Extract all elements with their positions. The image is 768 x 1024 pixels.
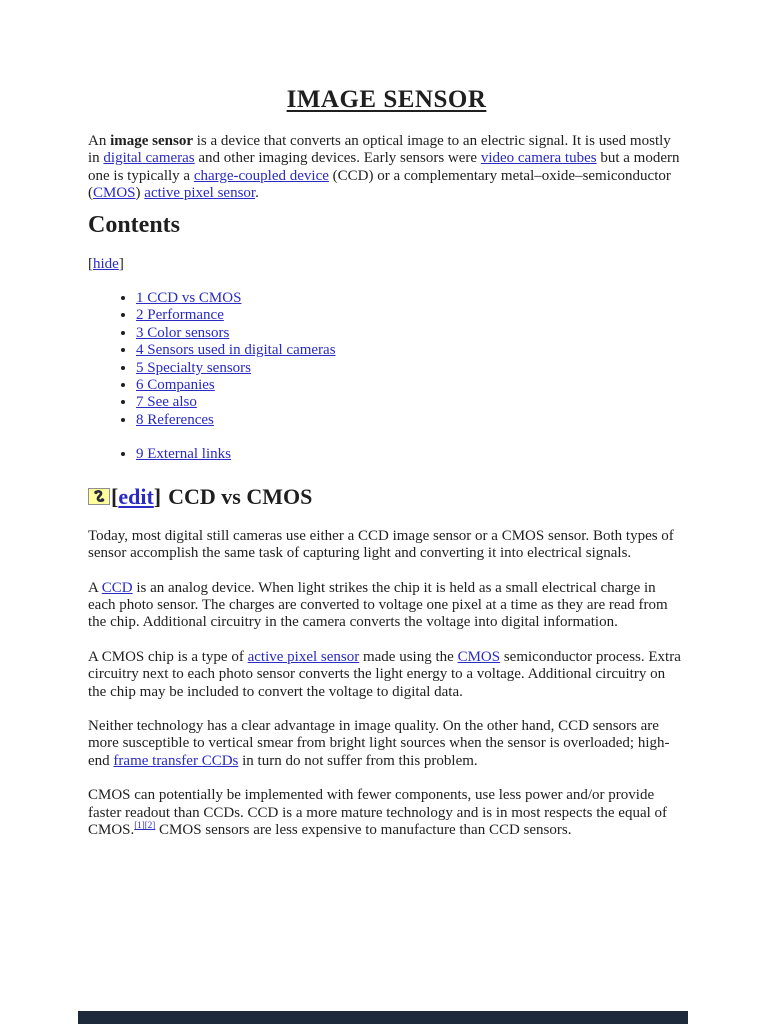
toc-item [136, 325, 685, 342]
toc-item [136, 394, 685, 411]
section-heading-text: CCD vs CMOS [168, 483, 313, 509]
inline-link[interactable]: charge-coupled device [193, 167, 329, 184]
toc-link[interactable]: 5 Specialty sensors [136, 359, 251, 376]
toc-link[interactable]: 7 See also [136, 394, 197, 411]
toc-item [136, 342, 685, 359]
next-page-top-edge [78, 1011, 688, 1024]
bracket: ] [118, 255, 124, 272]
toc-link[interactable]: 6 Companies [136, 377, 215, 394]
paragraph: A CCD is an analog device. When light strikes the chip it is held as a small electrical charge in each photo sensor. The charges are converted to voltage one pixel at a time as they are read from the chip. Additional circuitry in the camera converts the voltage into digital information. [88, 579, 668, 631]
paragraph: Today, most digital still cameras use either a CCD image sensor or a CMOS sensor. Both types of sensor accomplish the same task of capturing light and converting it into electrical signals. [88, 527, 674, 562]
inline-link[interactable]: frame transfer CCDs [113, 752, 239, 769]
toc-item [136, 377, 685, 394]
contents-heading: Contents [88, 211, 181, 238]
inline-link[interactable]: CMOS [457, 648, 501, 665]
paragraph: CMOS can potentially be implemented with fewer components, use less power and/or provide faster readout than CCDs. CCD is a more mature technology and is in most respects the equal of CMOS.[1][2] CMOS sensors are less expensive to manufacture than CCD sensors. [88, 787, 668, 838]
intro-paragraph: An image sensor is a device that converts an optical image to an electric signal. It is used mostly in digital cameras and other imaging devices. Early sensors were video camera tubes but a modern one is typically a charge-coupled device (CCD) or a complementary metal–oxide–semiconductor (CMOS) active pixel sensor. [88, 133, 680, 202]
bold-text: image sensor [110, 133, 193, 149]
inline-link[interactable]: active pixel sensor [247, 648, 360, 665]
hide-link[interactable]: hide [93, 255, 119, 272]
paragraph: Neither technology has a clear advantage in image quality. On the other hand, CCD sensors are more susceptible to vertical smear from bright light sources when the sensor is overloaded; high-end frame transfer CCDs in turn do not suffer from this problem. [88, 717, 670, 769]
inline-link[interactable]: digital cameras [103, 150, 195, 167]
toc-hide-toggle [88, 256, 685, 273]
embedded-object-anchor-icon [88, 488, 110, 505]
edit-link[interactable]: edit [118, 483, 154, 509]
inline-link[interactable]: active pixel sensor [144, 185, 256, 202]
reference-link[interactable]: [1][2] [134, 819, 156, 830]
toc-list [88, 290, 685, 429]
toc-item [136, 360, 685, 377]
inline-link[interactable]: CMOS [93, 185, 136, 202]
toc-link[interactable]: 3 Color sensors [136, 324, 230, 341]
reference-superscript [134, 820, 155, 830]
toc-item [136, 412, 685, 429]
toc-link[interactable]: 1 CCD vs CMOS [136, 290, 242, 307]
bracket: ] [153, 483, 162, 509]
inline-link[interactable]: video camera tubes [480, 150, 597, 167]
section-heading-ccd-vs-cmos [88, 483, 685, 511]
paragraph: A CMOS chip is a type of active pixel sensor made using the CMOS semiconductor process. Extra circuitry next to each photo sensor converts the light energy to a voltage. Additional circuitry on the chip may be included to convert the voltage to digital data. [88, 648, 681, 700]
toc-link[interactable]: 4 Sensors used in digital cameras [136, 342, 336, 359]
toc-list-last [88, 446, 685, 463]
toc-link[interactable]: 2 Performance [136, 307, 224, 324]
toc-link[interactable]: 8 References [136, 411, 214, 428]
inline-link[interactable]: CCD [101, 579, 133, 596]
page-title: IMAGE SENSOR [286, 86, 487, 113]
toc-item [136, 307, 685, 324]
bracket: [ [88, 255, 93, 272]
bracket: [ [111, 483, 119, 509]
toc-item [136, 446, 685, 463]
toc-item [136, 290, 685, 307]
toc-link[interactable]: 9 External links [136, 446, 231, 463]
